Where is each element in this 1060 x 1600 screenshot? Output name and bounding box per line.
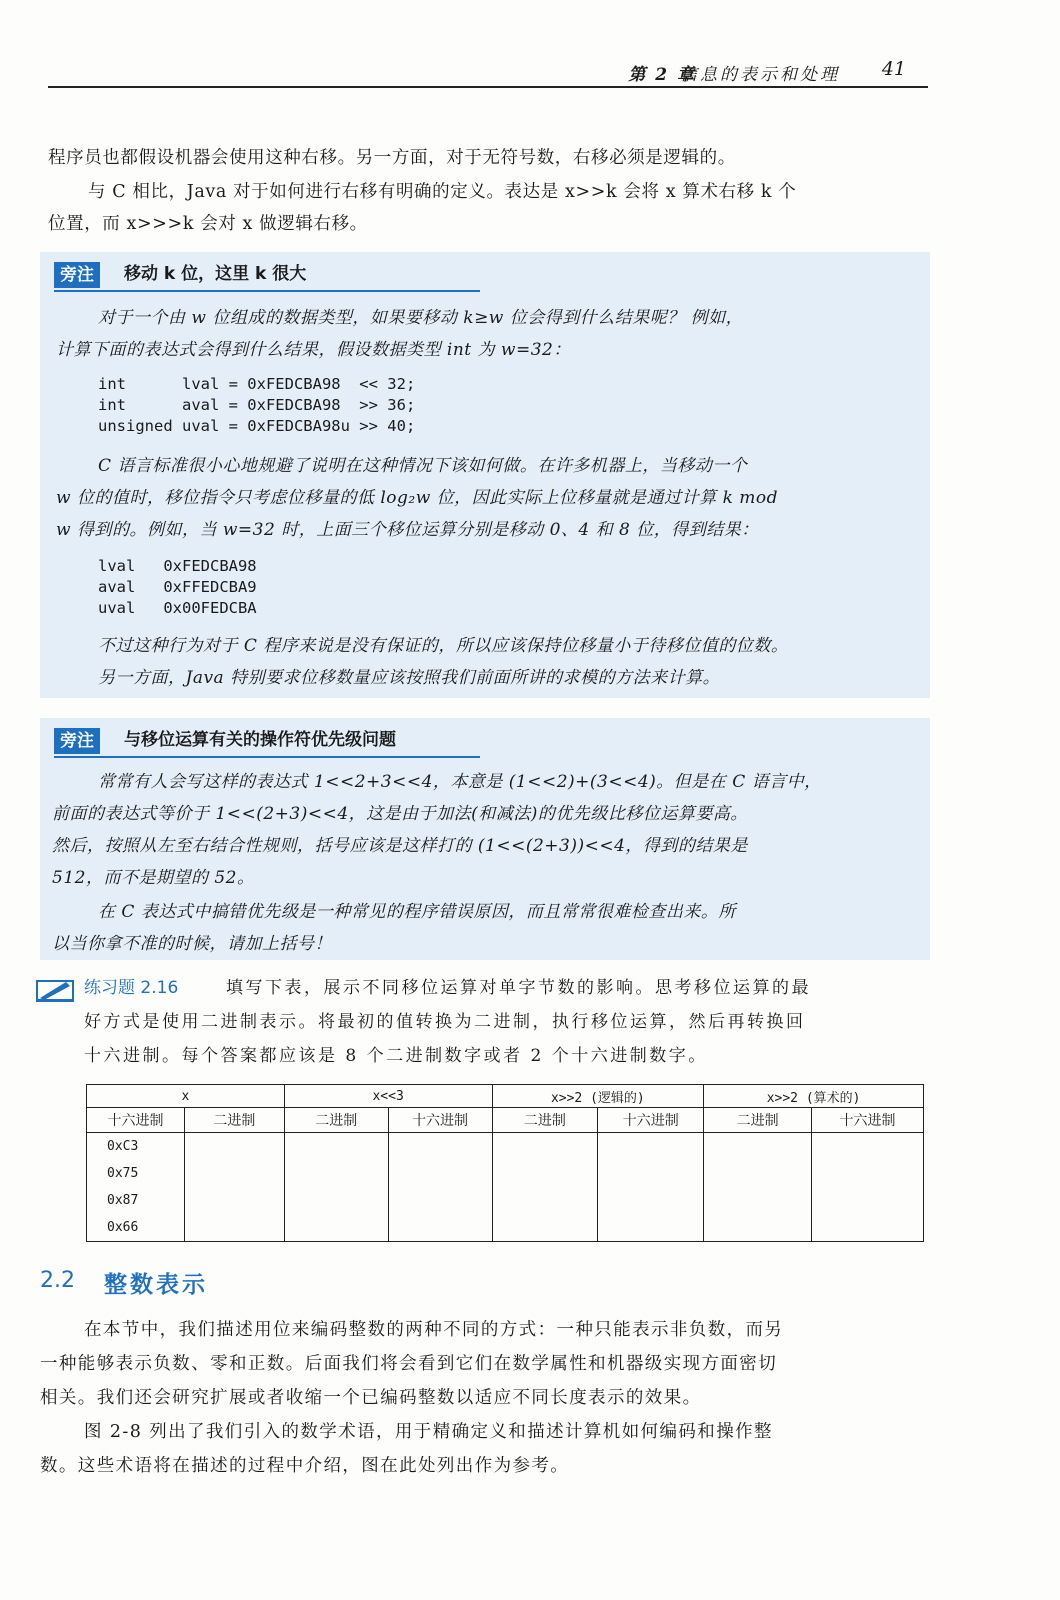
- answer-cell[interactable]: [598, 1214, 704, 1242]
- running-head: [48, 54, 928, 88]
- answer-cell[interactable]: [388, 1214, 492, 1242]
- aside-shift-precedence: [40, 718, 930, 960]
- hex-value: 0xC3: [87, 1133, 185, 1161]
- sub-header: 二进制: [284, 1108, 388, 1133]
- answer-cell[interactable]: [812, 1160, 924, 1187]
- hex-value: 0x87: [87, 1187, 185, 1214]
- answer-cell[interactable]: [284, 1187, 388, 1214]
- aside-title: 移动 k 位，这里 k 很大: [124, 264, 307, 284]
- sub-header: 二进制: [492, 1108, 598, 1133]
- answer-cell[interactable]: [598, 1160, 704, 1187]
- answer-cell[interactable]: [812, 1214, 924, 1242]
- code-block-shifts: int lval = 0xFEDCBA98 << 32; int aval = 0xFEDCBA98 >> 36; unsigned uval = 0xFEDCBA98u >> 40;: [98, 375, 416, 435]
- table-group-header: [87, 1085, 924, 1108]
- section-title: 整数表示: [104, 1272, 208, 1298]
- aside-text: 计算下面的表达式会得到什么结果，假设数据类型 int 为 w=32：: [56, 340, 571, 360]
- section-text: 相关。我们还会研究扩展或者收缩一个已编码整数以适应不同长度表示的效果。: [40, 1388, 702, 1408]
- answer-cell[interactable]: [284, 1133, 388, 1161]
- hex-value: 0x66: [87, 1214, 185, 1242]
- answer-cell[interactable]: [704, 1187, 812, 1214]
- section-text: 一种能够表示负数、零和正数。后面我们将会看到它们在数学属性和机器级实现方面密切: [40, 1354, 778, 1374]
- answer-cell[interactable]: [284, 1214, 388, 1242]
- hex-value: 0x75: [87, 1160, 185, 1187]
- chapter-label: 第 2 章: [628, 65, 696, 85]
- aside-text: 常常有人会写这样的表达式 1<<2+3<<4，本意是 (1<<2)+(3<<4)。但是在 C 语言中，: [98, 772, 822, 792]
- group-header: x<<3: [284, 1085, 492, 1108]
- section-text: 图 2-8 列出了我们引入的数学术语，用于精确定义和描述计算机如何编码和操作整: [84, 1422, 773, 1442]
- answer-cell[interactable]: [704, 1214, 812, 1242]
- answer-cell[interactable]: [598, 1133, 704, 1161]
- sub-header: 十六进制: [388, 1108, 492, 1133]
- answer-cell[interactable]: [184, 1160, 284, 1187]
- group-header: x>>2 (算术的): [704, 1085, 924, 1108]
- section-text: 数。这些术语将在描述的过程中介绍，图在此处列出作为参考。: [40, 1456, 570, 1476]
- sub-header: 十六进制: [87, 1108, 185, 1133]
- table-row: [87, 1133, 924, 1161]
- answer-cell[interactable]: [704, 1160, 812, 1187]
- answer-cell[interactable]: [492, 1187, 598, 1214]
- exercise-label: 练习题 2.16: [84, 978, 179, 998]
- answer-cell[interactable]: [598, 1187, 704, 1214]
- aside-title: 与移位运算有关的操作符优先级问题: [124, 730, 396, 750]
- aside-tag: 旁注: [54, 728, 100, 754]
- sub-header: 二进制: [704, 1108, 812, 1133]
- aside-title-rule: [54, 756, 480, 758]
- code-block-results: lval 0xFEDCBA98 aval 0xFFEDCBA9 uval 0x00FEDCBA: [98, 557, 257, 617]
- exercise-text: 好方式是使用二进制表示。将最初的值转换为二进制，执行移位运算，然后再转换回: [84, 1012, 806, 1032]
- answer-cell[interactable]: [704, 1133, 812, 1161]
- sub-header: 十六进制: [812, 1108, 924, 1133]
- aside-text: C 语言标准很小心地规避了说明在这种情况下该如何做。在许多机器上，当移动一个: [98, 456, 748, 476]
- intro-line-2: 与 C 相比，Java 对于如何进行右移有明确的定义。表达是 x>>k 会将 x 算术右移 k 个: [88, 182, 797, 202]
- table-sub-header: [87, 1108, 924, 1133]
- answer-cell[interactable]: [388, 1160, 492, 1187]
- aside-text: 另一方面，Java 特别要求位移数量应该按照我们前面所讲的求模的方法来计算。: [98, 668, 721, 688]
- chapter-title: 信息的表示和处理: [680, 65, 840, 85]
- group-header: x: [87, 1085, 285, 1108]
- table-row: [87, 1214, 924, 1242]
- answer-cell[interactable]: [492, 1214, 598, 1242]
- aside-text: 在 C 表达式中搞错优先级是一种常见的程序错误原因，而且常常很难检查出来。所: [98, 902, 736, 922]
- answer-cell[interactable]: [492, 1133, 598, 1161]
- answer-cell[interactable]: [284, 1160, 388, 1187]
- aside-large-shift: [40, 252, 930, 698]
- answer-cell[interactable]: [812, 1133, 924, 1161]
- answer-cell[interactable]: [184, 1133, 284, 1161]
- answer-cell[interactable]: [184, 1214, 284, 1242]
- table-row: [87, 1160, 924, 1187]
- exercise-text: 十六进制。每个答案都应该是 8 个二进制数字或者 2 个十六进制数字。: [84, 1046, 708, 1066]
- page-number: 41: [881, 58, 906, 80]
- intro-line-1: 程序员也都假设机器会使用这种右移。另一方面，对于无符号数，右移必须是逻辑的。: [48, 148, 736, 168]
- section-text: 在本节中，我们描述用位来编码整数的两种不同的方式：一种只能表示非负数，而另: [84, 1320, 784, 1340]
- answer-cell[interactable]: [388, 1133, 492, 1161]
- aside-text: 以当你拿不准的时候，请加上括号！: [52, 934, 332, 954]
- section-number: 2.2: [40, 1268, 75, 1293]
- intro-line-3: 位置，而 x>>>k 会对 x 做逻辑右移。: [48, 214, 368, 234]
- pencil-exercise-icon: [36, 978, 74, 1002]
- answer-cell[interactable]: [388, 1187, 492, 1214]
- sub-header: 二进制: [184, 1108, 284, 1133]
- sub-header: 十六进制: [598, 1108, 704, 1133]
- answer-cell[interactable]: [184, 1187, 284, 1214]
- exercise-text: 填写下表，展示不同移位运算对单字节数的影响。思考移位运算的最: [226, 978, 811, 998]
- aside-title-rule: [54, 290, 480, 292]
- answer-cell[interactable]: [812, 1187, 924, 1214]
- aside-tag: 旁注: [54, 262, 100, 288]
- aside-text: 对于一个由 w 位组成的数据类型，如果要移动 k≥w 位会得到什么结果呢？ 例如，: [98, 308, 744, 328]
- aside-text: 不过这种行为对于 C 程序来说是没有保证的，所以应该保持位移量小于待移位值的位数。: [98, 636, 789, 656]
- aside-text: w 位的值时，移位指令只考虑位移量的低 log₂w 位，因此实际上位移量就是通过计算 k mod: [56, 488, 779, 508]
- aside-text: 512，而不是期望的 52。: [52, 868, 255, 888]
- aside-text: 然后，按照从左至右结合性规则，括号应该是这样打的 (1<<(2+3))<<4，得到的结果是: [52, 836, 748, 856]
- table-row: [87, 1187, 924, 1214]
- aside-text: w 得到的。例如，当 w=32 时，上面三个移位运算分别是移动 0、4 和 8 位，得到结果：: [56, 520, 759, 540]
- shift-exercise-table: [86, 1084, 924, 1242]
- group-header: x>>2 (逻辑的): [492, 1085, 704, 1108]
- answer-cell[interactable]: [492, 1160, 598, 1187]
- aside-text: 前面的表达式等价于 1<<(2+3)<<4，这是由于加法(和减法)的优先级比移位运算要高。: [52, 804, 748, 824]
